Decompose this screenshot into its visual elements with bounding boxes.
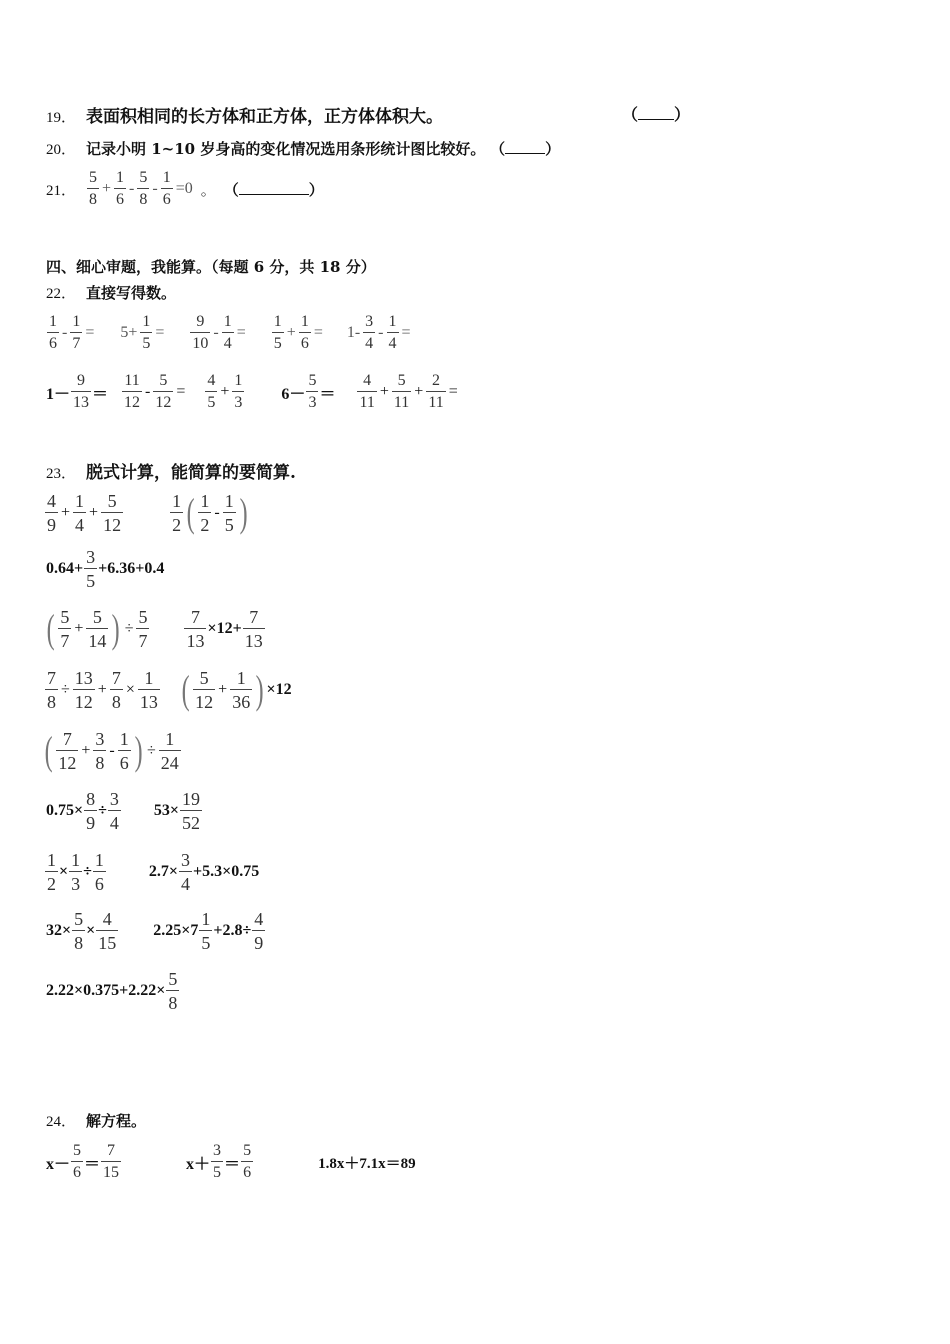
q23-row-2: 0.64+ $\frac{3}{5}$ +6.36+0.4 [46,547,165,591]
question-23: 23． 脱式计算，能简算的要简算. [46,463,296,483]
question-number: 20． [46,142,77,158]
q23-row-5: ( $\frac{7}{12}$ + $\frac{3}{8}$ - $\frac{1}{6}$ ) ÷ $\frac{1}{24}$ [44,728,179,773]
answer-blank-19[interactable]: （ ） [622,105,691,124]
question-20 [46,138,560,159]
question-text: 记录小明 1~10 岁身高的变化情况选用条形统计图比较好。 [86,140,486,158]
question-24: 24． 解方程。 [46,1112,147,1130]
q22-row-1: $\frac{1}{6}$ - $\frac{1}{7}$ = 5+ $\frac{1}{5}$ = $\frac{9}{10}$ - $\frac{1}{4}$ = $\frac{1}{5}$ + $\frac{1}{6}$ = 1- $\frac{3}{4}$ - $\frac{1}{4}$ = [49,313,411,352]
q23-row-3: ( $\frac{5}{7}$ + $\frac{5}{14}$ ) ÷ $\frac{5}{7}$ $\frac{7}{13}$ ×12+ $\frac{7}{13}$ [46,606,263,651]
question-text: 表面积相同的长方体和正方体，正方体体积大。 [86,107,444,127]
q23-row-4: $\frac{7}{8}$ ÷ $\frac{13}{12}$ + $\frac{7}{8}$ × $\frac{1}{13}$ ( $\frac{5}{12}$ + $\frac{1}{36}$ ) ×12 [47,667,292,712]
question-19 [46,102,443,127]
question-number: 21． [46,182,77,199]
fraction-expression: $\frac{5}{8}$ + $\frac{1}{6}$ - $\frac{5}{8}$ - $\frac{1}{6}$ =0 [89,169,193,208]
q22-row-2: 1－ $\frac{9}{13}$ ＝ $\frac{11}{12}$ - $\frac{5}{12}$ = $\frac{4}{5}$ + $\frac{1}{3}$ 6－ $\frac{5}{3}$ ＝ $\frac{4}{11}$ + $\frac{5}{11}$ + $\frac{2}{11}$ = [46,372,458,411]
section-title: 四、细心审题，我能算。（每题 6 分，共 18 分） [46,258,376,276]
answer-blank-20[interactable]: （ ） [490,140,561,158]
q23-row-1: $\frac{4}{9}$ + $\frac{1}{4}$ + $\frac{5}{12}$ $\frac{1}{2}$ ( $\frac{1}{2}$ - $\frac{1}{5}$ ) [47,490,248,535]
q23-row-6: 0.75× $\frac{8}{9}$ ÷ $\frac{3}{4}$ 53× $\frac{19}{52}$ [46,789,201,833]
answer-blank-21[interactable]: （ ） [223,180,324,199]
q23-row-7: $\frac{1}{2}$ × $\frac{1}{3}$ ÷ $\frac{1}{6}$ 2.7× $\frac{3}{4}$ +5.3×0.75 [47,850,260,894]
question-number: 19． [46,110,77,126]
q24-equations: x－ $\frac{5}{6}$ ＝ $\frac{7}{15}$ x＋ $\frac{3}{5}$ ＝ $\frac{5}{6}$ 1.8x＋7.1x＝89 [46,1142,416,1181]
question-21: 21． $\frac{5}{8}$ + $\frac{1}{6}$ - $\frac{5}{8}$ - $\frac{1}{6}$ =0 。 （ ） [46,169,324,208]
question-22: 22． 直接写得数。 [46,284,177,302]
q23-row-9: 2.22×0.375+2.22× $\frac{5}{8}$ [46,969,178,1013]
q23-row-8: 32× $\frac{5}{8}$ × $\frac{4}{15}$ 2.25×7 $\frac{1}{5}$ +2.8÷ $\frac{4}{9}$ [46,909,264,953]
